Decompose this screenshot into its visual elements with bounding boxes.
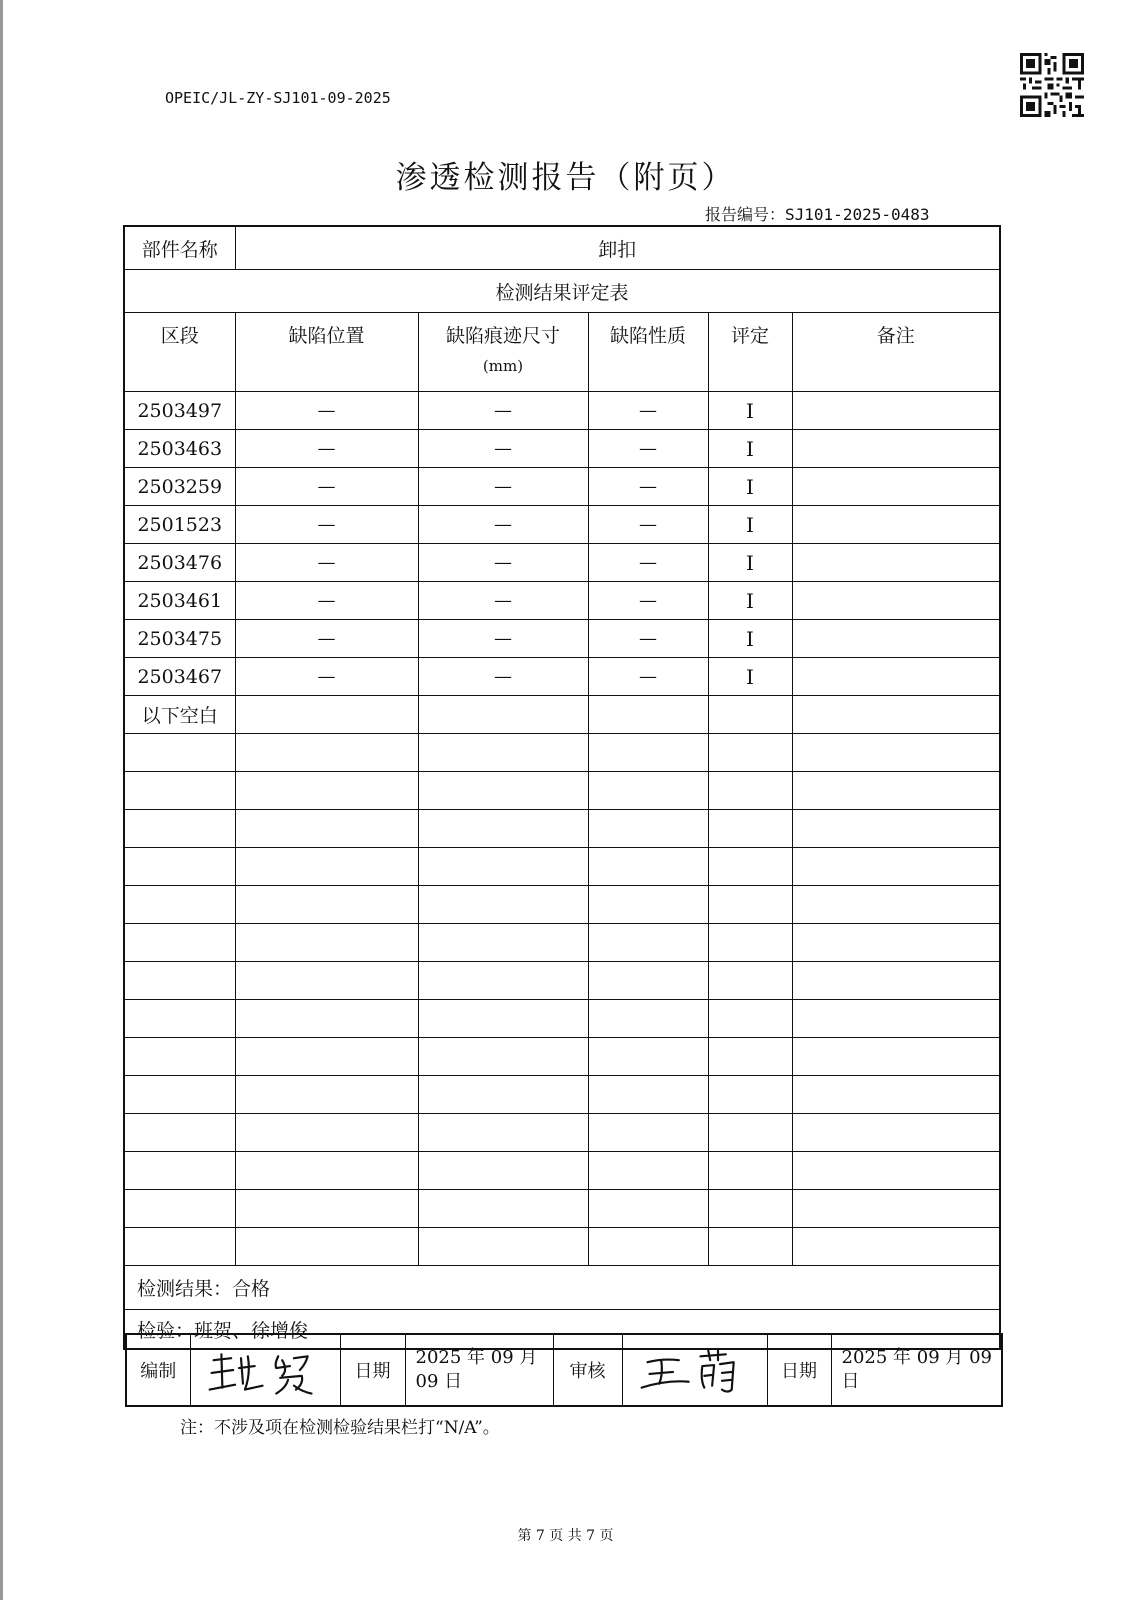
cell-remark [792, 582, 1000, 620]
empty-row [124, 1076, 1000, 1114]
cell-size: — [418, 658, 588, 696]
empty-row [124, 962, 1000, 1000]
cell-segment: 2501523 [124, 506, 235, 544]
inspector-value: 班贺、徐增俊 [194, 1319, 309, 1342]
cell-grade: I [708, 430, 792, 468]
table-row [124, 468, 1000, 506]
cell-remark [792, 544, 1000, 582]
cell-position: — [235, 430, 418, 468]
cell-size: — [418, 620, 588, 658]
result-cell [124, 1266, 1000, 1310]
cell-size: — [418, 392, 588, 430]
cell-segment: 2503497 [124, 392, 235, 430]
page-number: 第 7 页 共 7 页 [517, 1528, 614, 1544]
table-row [124, 658, 1000, 696]
empty-row [124, 1114, 1000, 1152]
col-size [418, 313, 588, 392]
cell-nature: — [588, 506, 708, 544]
result-label: 检测结果： [137, 1278, 233, 1300]
form-code: OPEIC/JL-ZY-SJ101-09-2025 [165, 89, 391, 107]
cell-segment: 2503475 [124, 620, 235, 658]
table-row [124, 544, 1000, 582]
empty-row [124, 924, 1000, 962]
cell-size: — [418, 506, 588, 544]
compile-date-label: 日期 [340, 1334, 405, 1406]
col-grade: 评定 [708, 313, 792, 392]
cell-segment: 2503461 [124, 582, 235, 620]
review-date: 2025 年 09 月 09 日 [831, 1334, 1002, 1406]
empty-row [124, 1190, 1000, 1228]
cell-remark [792, 392, 1000, 430]
result-table [123, 225, 1001, 1350]
result-value: 合格 [232, 1278, 271, 1300]
cell-position: — [235, 468, 418, 506]
report-number-value: SJ101-2025-0483 [785, 205, 930, 224]
cell-segment: 2503259 [124, 468, 235, 506]
report-title: 渗透检测报告（附页） [395, 160, 736, 196]
cell-segment: 2503476 [124, 544, 235, 582]
cell-nature: — [588, 430, 708, 468]
empty-row [124, 886, 1000, 924]
cell-grade: I [708, 620, 792, 658]
table-title: 检测结果评定表 [124, 270, 1000, 313]
cell-grade: I [708, 544, 792, 582]
part-name-label: 部件名称 [124, 226, 235, 270]
cell-remark [792, 430, 1000, 468]
blank-marker: 以下空白 [124, 696, 235, 734]
table-row [124, 506, 1000, 544]
part-name-value: 卸扣 [235, 226, 1000, 270]
col-size-unit: (mm) [482, 357, 524, 375]
empty-row [124, 1228, 1000, 1266]
empty-row [124, 810, 1000, 848]
empty-row [124, 1152, 1000, 1190]
col-position: 缺陷位置 [235, 313, 418, 392]
review-label: 审核 [553, 1334, 622, 1406]
col-size-line1: 缺陷痕迹尺寸 [445, 325, 560, 347]
table-row [124, 620, 1000, 658]
cell-position: — [235, 544, 418, 582]
empty-row [124, 1000, 1000, 1038]
cell-nature: — [588, 620, 708, 658]
table-row [124, 392, 1000, 430]
cell-segment: 2503467 [124, 658, 235, 696]
cell-size: — [418, 544, 588, 582]
cell-nature: — [588, 468, 708, 506]
cell-size: — [418, 582, 588, 620]
cell-grade: I [708, 392, 792, 430]
empty-row [124, 848, 1000, 886]
cell-position: — [235, 582, 418, 620]
report-number [705, 202, 930, 225]
compile-label: 编制 [126, 1334, 190, 1406]
col-segment: 区段 [124, 313, 235, 392]
compile-signature [190, 1334, 340, 1406]
empty-row [124, 734, 1000, 772]
scan-edge [0, 0, 3, 1600]
cell-grade: I [708, 582, 792, 620]
compile-date: 2025 年 09 月 09 日 [405, 1334, 553, 1406]
cell-nature: — [588, 544, 708, 582]
table-row [124, 430, 1000, 468]
inspector-label: 检验： [137, 1319, 195, 1342]
qr-code-icon [1020, 53, 1084, 117]
cell-size: — [418, 430, 588, 468]
cell-remark [792, 620, 1000, 658]
empty-row [124, 1038, 1000, 1076]
col-nature: 缺陷性质 [588, 313, 708, 392]
review-signature [622, 1334, 767, 1406]
cell-size: — [418, 468, 588, 506]
signature-table [125, 1333, 1003, 1407]
review-date-label: 日期 [767, 1334, 831, 1406]
cell-grade: I [708, 658, 792, 696]
cell-remark [792, 506, 1000, 544]
cell-grade: I [708, 468, 792, 506]
cell-remark [792, 658, 1000, 696]
cell-nature: — [588, 658, 708, 696]
report-number-label: 报告编号： [705, 205, 786, 224]
cell-position: — [235, 658, 418, 696]
cell-position: — [235, 506, 418, 544]
cell-nature: — [588, 582, 708, 620]
table-row [124, 582, 1000, 620]
cell-position: — [235, 620, 418, 658]
cell-position: — [235, 392, 418, 430]
cell-segment: 2503463 [124, 430, 235, 468]
cell-nature: — [588, 392, 708, 430]
cell-remark [792, 468, 1000, 506]
footnote: 注：不涉及项在检测检验结果栏打“N/A”。 [180, 1418, 500, 1438]
empty-row [124, 772, 1000, 810]
col-remark: 备注 [792, 313, 1000, 392]
cell-grade: I [708, 506, 792, 544]
table-row-blank-marker [124, 696, 1000, 734]
review-signature-image [624, 1340, 766, 1400]
compile-signature-image [192, 1340, 339, 1400]
